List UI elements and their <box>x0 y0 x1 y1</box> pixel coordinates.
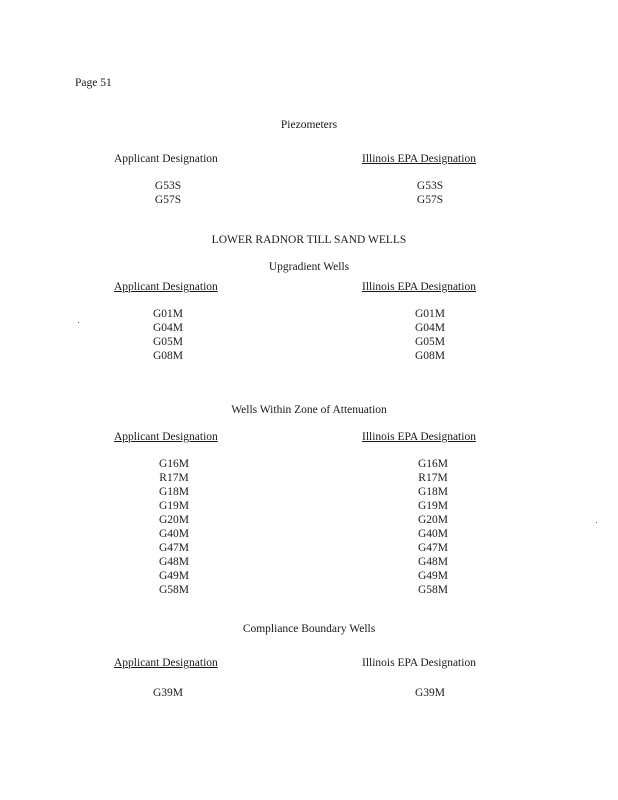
attenuation-title: Wells Within Zone of Attenuation <box>231 404 387 416</box>
table-cell: G48M <box>158 556 190 568</box>
table-cell: G49M <box>158 570 190 582</box>
table-cell: R17M <box>418 472 448 484</box>
table-cell: G04M <box>414 322 446 334</box>
table-cell: G05M <box>152 336 184 348</box>
section-title: LOWER RADNOR TILL SAND WELLS <box>211 234 407 246</box>
table-cell: G01M <box>152 308 184 320</box>
piezometers-epa-header: Illinois EPA Designation <box>362 153 476 165</box>
piezometers-applicant-list <box>130 179 206 207</box>
table-cell: G08M <box>414 350 446 362</box>
compliance-epa-header: Illinois EPA Designation <box>362 657 476 669</box>
table-cell: G05M <box>414 336 446 348</box>
table-cell: G40M <box>158 528 190 540</box>
upgradient-applicant-list <box>130 307 206 363</box>
compliance-applicant-header: Applicant Designation <box>114 657 218 669</box>
table-cell: G48M <box>417 556 449 568</box>
table-cell: G01M <box>414 308 446 320</box>
attenuation-epa-list <box>395 457 471 597</box>
attenuation-applicant-header: Applicant Designation <box>114 431 218 443</box>
table-cell: G19M <box>158 500 190 512</box>
compliance-epa-list <box>392 686 468 700</box>
table-cell: G16M <box>158 458 190 470</box>
table-cell: G49M <box>417 570 449 582</box>
table-cell: G57S <box>154 194 182 206</box>
piezometers-epa-list <box>392 179 468 207</box>
piezometers-applicant-header: Applicant Designation <box>114 153 218 165</box>
table-cell: G57S <box>416 194 444 206</box>
upgradient-title: Upgradient Wells <box>268 261 350 273</box>
compliance-applicant-list <box>130 686 206 700</box>
table-cell: G16M <box>417 458 449 470</box>
table-cell: G20M <box>417 514 449 526</box>
upgradient-epa-list <box>392 307 468 363</box>
table-cell: G58M <box>158 584 190 596</box>
attenuation-epa-header: Illinois EPA Designation <box>362 431 476 443</box>
table-cell: G39M <box>152 687 184 699</box>
scan-speck <box>596 522 597 523</box>
table-cell: G18M <box>417 486 449 498</box>
table-cell: G47M <box>158 542 190 554</box>
table-cell: G08M <box>152 350 184 362</box>
table-cell: G53S <box>416 180 444 192</box>
upgradient-applicant-header: Applicant Designation <box>114 281 218 293</box>
compliance-title: Compliance Boundary Wells <box>242 623 376 635</box>
table-cell: G04M <box>152 322 184 334</box>
page-number: Page 51 <box>75 77 112 89</box>
table-cell: G20M <box>158 514 190 526</box>
table-cell: G39M <box>414 687 446 699</box>
table-cell: G47M <box>417 542 449 554</box>
table-cell: G18M <box>158 486 190 498</box>
table-cell: R17M <box>159 472 189 484</box>
upgradient-epa-header: Illinois EPA Designation <box>362 281 476 293</box>
scan-speck <box>78 322 79 323</box>
table-cell: G58M <box>417 584 449 596</box>
table-cell: G53S <box>154 180 182 192</box>
table-cell: G19M <box>417 500 449 512</box>
piezometers-title: Piezometers <box>280 119 338 131</box>
table-cell: G40M <box>417 528 449 540</box>
attenuation-applicant-list <box>136 457 212 597</box>
